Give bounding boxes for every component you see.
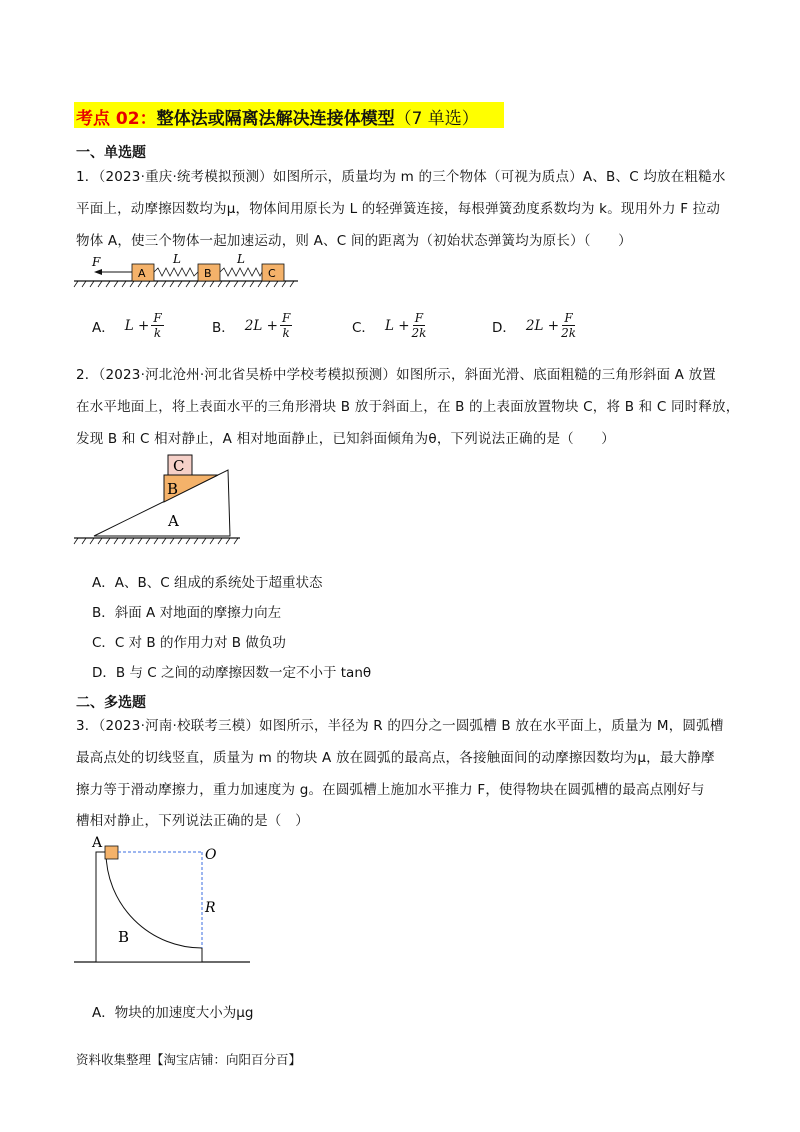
q1-figure bbox=[72, 254, 302, 294]
q1-line-3: 物体 A，使三个物体一起加速运动，则 A、C 间的距离为（初始状态弹簧均为原长）（ ） bbox=[76, 233, 632, 249]
block-b-label: B bbox=[204, 267, 212, 280]
q1-line-2: 平面上，动摩擦因数均为μ，物体间用原长为 L 的轻弹簧连接，每根弹簧劲度系数均为 k。现用外力 F 拉动 bbox=[76, 201, 721, 217]
option-letter: D． bbox=[492, 319, 516, 336]
fraction-numerator: F bbox=[414, 311, 424, 325]
force-arrow-head bbox=[94, 269, 102, 275]
fraction-numerator: F bbox=[281, 311, 291, 325]
block-a bbox=[105, 846, 118, 859]
wedge-b-label: B bbox=[167, 480, 179, 498]
spring-bc bbox=[220, 268, 262, 276]
topic-title bbox=[76, 104, 479, 129]
q3-option-a[interactable]: A．物块的加速度大小为μg bbox=[92, 1005, 254, 1021]
q3-figure bbox=[72, 832, 252, 968]
center-o-label: O bbox=[205, 847, 217, 863]
option-letter: C． bbox=[352, 319, 375, 336]
topic-note: （7 单选） bbox=[394, 109, 479, 129]
section-multi-choice: 二、多选题 bbox=[76, 695, 146, 711]
spring-ab-label: L bbox=[173, 254, 181, 266]
incline-a bbox=[94, 470, 230, 536]
incline-a-label: A bbox=[168, 512, 179, 530]
q1-line-1: 1．（2023·重庆·统考模拟预测）如图所示，质量均为 m 的三个物体（可视为质点）A、B、C 均放在粗糙水 bbox=[76, 169, 726, 185]
footer-source: 资料收集整理【淘宝店铺：向阳百分百】 bbox=[76, 1052, 302, 1067]
q2-figure bbox=[72, 450, 242, 550]
q3-line-3: 擦力等于滑动摩擦力，重力加速度为 g。在圆弧槽上施加水平推力 F，使得物块在圆弧槽的最高点刚好与 bbox=[76, 782, 705, 798]
q2-line-2: 在水平地面上，将上表面水平的三角形滑块 B 放于斜面上，在 B 的上表面放置物块 C，将 B 和 C 同时释放， bbox=[76, 399, 740, 415]
q3-line-1: 3．（2023·河南·校联考三模）如图所示，半径为 R 的四分之一圆弧槽 B 放在水平面上，质量为 M，圆弧槽 bbox=[76, 718, 724, 734]
q1-option-d[interactable] bbox=[492, 311, 576, 340]
option-expr: 2L + bbox=[244, 317, 278, 334]
q2-line-3: 发现 B 和 C 相对静止，A 相对地面静止，已知斜面倾角为θ，下列说法正确的是（ ） bbox=[76, 431, 615, 447]
fraction-numerator: F bbox=[153, 311, 162, 325]
block-c-label: C bbox=[173, 457, 185, 475]
q1-option-b[interactable] bbox=[212, 311, 292, 340]
spring-ab bbox=[154, 268, 198, 276]
option-fraction bbox=[412, 311, 427, 340]
block-a-label: A bbox=[92, 835, 103, 851]
q1-option-c[interactable] bbox=[352, 311, 426, 340]
force-label: F bbox=[92, 255, 101, 269]
option-expr: 2L + bbox=[525, 317, 560, 334]
q3-line-4: 槽相对静止，下列说法正确的是（ ） bbox=[76, 813, 309, 829]
q1-option-a[interactable] bbox=[92, 311, 164, 340]
option-fraction bbox=[151, 311, 163, 340]
q2-option-d[interactable]: D．B 与 C 之间的动摩擦因数一定不小于 tanθ bbox=[92, 665, 372, 681]
option-fraction bbox=[561, 311, 576, 340]
topic-title-text: 整体法或隔离法解决连接体模型 bbox=[156, 109, 395, 129]
option-letter: A． bbox=[92, 319, 115, 336]
q2-option-c[interactable]: C．C 对 B 的作用力对 B 做负功 bbox=[92, 635, 286, 651]
section-single-choice: 一、单选题 bbox=[76, 145, 146, 161]
radius-r-label: R bbox=[205, 900, 216, 916]
q2-option-b[interactable]: B．斜面 A 对地面的摩擦力向左 bbox=[92, 605, 282, 621]
q2-line-1: 2．（2023·河北沧州·河北省吴桥中学校考模拟预测）如图所示，斜面光滑、底面粗糙的三角形斜面 A 放置 bbox=[76, 367, 716, 383]
fraction-denominator: k bbox=[282, 326, 290, 340]
option-expr: L + bbox=[384, 317, 410, 334]
option-expr: L + bbox=[124, 317, 150, 334]
fraction-numerator: F bbox=[564, 311, 573, 325]
fraction-denominator: 2k bbox=[411, 326, 427, 340]
block-c-label: C bbox=[268, 267, 276, 280]
q2-option-a[interactable]: A．A、B、C 组成的系统处于超重状态 bbox=[92, 575, 323, 591]
fraction-denominator: k bbox=[153, 326, 162, 340]
block-a-label: A bbox=[138, 267, 146, 280]
topic-code: 考点 02： bbox=[76, 109, 157, 129]
arc-groove-b bbox=[96, 852, 202, 962]
q3-line-2: 最高点处的切线竖直，质量为 m 的物块 A 放在圆弧的最高点，各接触面间的动摩擦因数均为μ，最大静摩 bbox=[76, 750, 715, 766]
groove-b-label: B bbox=[118, 928, 130, 946]
option-fraction bbox=[280, 311, 292, 340]
fraction-denominator: 2k bbox=[561, 326, 576, 340]
option-letter: B． bbox=[212, 319, 235, 336]
spring-bc-label: L bbox=[237, 254, 245, 266]
